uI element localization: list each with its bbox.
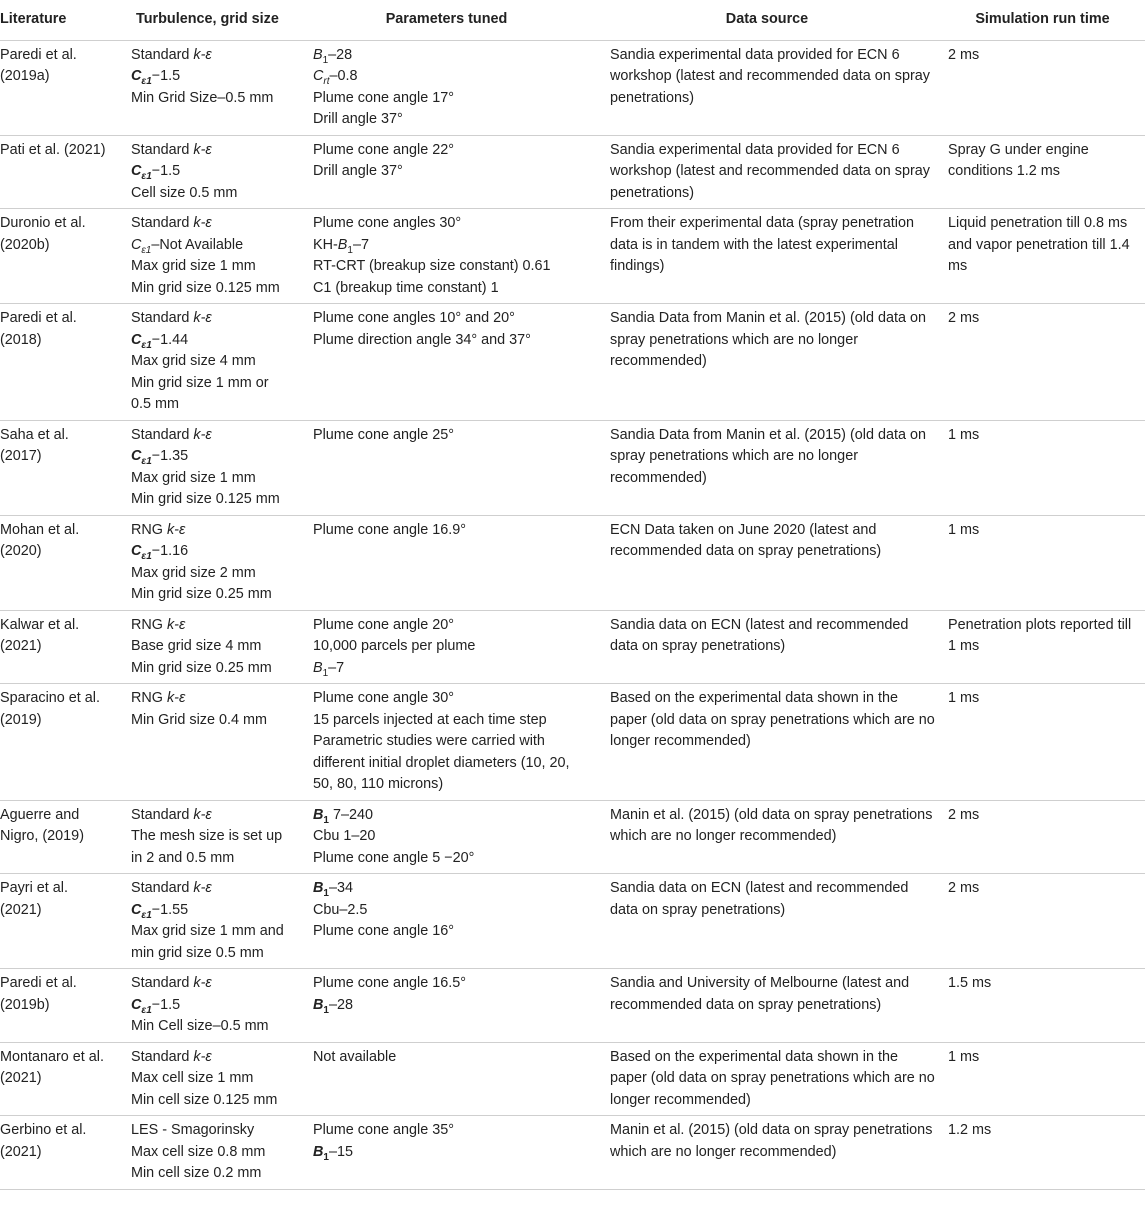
data-source-text: Sandia Data from Manin et al. (2015) (old data on spray penetrations which are no longer recommended)	[610, 310, 926, 369]
cell-line: LES - Smagorinsky	[131, 1122, 255, 1138]
data-source-cell	[594, 1042, 940, 1116]
header-literature: Literature	[0, 0, 115, 40]
data-source-text: Sandia data on ECN (latest and recommended data on spray penetrations)	[610, 880, 909, 918]
cell-line: Standard k-ε	[131, 1048, 212, 1065]
subscript: ε1	[141, 170, 152, 182]
data-source-text: ECN Data taken on June 2020 (latest and recommended data on spray penetrations)	[610, 521, 882, 559]
cell-value: −1.35	[151, 448, 189, 464]
run-time-text: 1 ms	[948, 1048, 980, 1065]
turbulence-cell	[115, 969, 299, 1043]
run-time-cell	[940, 209, 1145, 304]
cell-line: RNG k-ε	[131, 690, 186, 706]
run-time-cell	[940, 874, 1145, 969]
run-time-text: 1 ms	[948, 521, 980, 538]
turbulence-cell	[115, 1116, 299, 1190]
data-source-text: Manin et al. (2015) (old data on spray penetrations which are no longer recommended)	[610, 1122, 933, 1160]
cell-line: Standard k-ε	[131, 426, 212, 443]
subscript: ε1	[141, 455, 152, 467]
turbulence-cell	[115, 874, 299, 969]
cell-value: –34	[328, 880, 353, 896]
parameters-cell	[299, 969, 594, 1043]
cell-line: Plume cone angle 17°	[313, 89, 454, 106]
table-row	[0, 874, 1145, 969]
cell-line	[131, 330, 295, 352]
run-time-text: 2 ms	[948, 880, 980, 896]
run-time-cell	[940, 1116, 1145, 1190]
run-time-text: Penetration plots reported till 1 ms	[948, 616, 1132, 654]
cell-line: Plume cone angle 16.9°	[313, 521, 466, 538]
cell-line: Min cell size 0.2 mm	[131, 1165, 262, 1181]
subscript: ε1	[141, 75, 152, 87]
data-source-cell	[594, 304, 940, 421]
turbulence-cell	[115, 1042, 299, 1116]
cell-line	[313, 1142, 590, 1164]
c-epsilon-symbol: $C_{\varepsilon 1}$	[131, 163, 152, 182]
literature-cell	[0, 874, 115, 969]
data-source-cell	[594, 135, 940, 209]
cell-line: Min Grid size 0.4 mm	[131, 711, 267, 728]
table-body	[0, 40, 1145, 1189]
c-epsilon-symbol: $C_{\varepsilon 1}$	[131, 901, 152, 921]
cell-line: 50, 80, 110 microns)	[313, 776, 444, 792]
cell-line: Not available	[313, 1048, 397, 1065]
run-time-text: 1.2 ms	[948, 1122, 992, 1138]
cell-line: Plume cone angles 30°	[313, 215, 462, 231]
run-time-cell	[940, 684, 1145, 801]
cell-line: Plume cone angle 5 −20°	[313, 849, 475, 866]
cell-value: –0.8	[329, 68, 358, 84]
c-epsilon-symbol: $C_{\varepsilon 1}$	[131, 331, 152, 351]
cell-line: 15 parcels injected at each time step	[313, 711, 547, 728]
k-epsilon-symbol: k-ε	[193, 46, 212, 63]
c-epsilon-symbol: $C_{\varepsilon 1}$	[131, 68, 152, 87]
parameters-cell	[299, 1042, 594, 1116]
data-source-cell	[594, 610, 940, 684]
cell-line	[131, 900, 295, 922]
cell-line: Cell size 0.5 mm	[131, 184, 238, 201]
literature-cell	[0, 610, 115, 684]
table-row	[0, 209, 1145, 304]
c-epsilon-symbol: $C_{\varepsilon 1}$	[131, 543, 152, 562]
k-epsilon-symbol: k-ε	[193, 141, 212, 158]
k-epsilon-symbol: k-ε	[193, 806, 212, 823]
cell-line: Drill angle 37°	[313, 163, 403, 179]
run-time-text: 1.5 ms	[948, 975, 992, 991]
literature-line: (2021)	[0, 1143, 42, 1160]
cell-value: −1.5	[151, 163, 181, 179]
cell-line	[313, 995, 590, 1017]
literature-cell	[0, 40, 115, 135]
parameters-cell	[299, 135, 594, 209]
run-time-text: 2 ms	[948, 46, 980, 63]
literature-cell	[0, 135, 115, 209]
literature-line: Mohan et al.	[0, 521, 80, 538]
header-parameters: Parameters tuned	[299, 0, 594, 40]
cell-line: Max grid size 1 mm	[131, 469, 256, 486]
cell-value: −1.16	[151, 543, 189, 559]
subscript: 1	[323, 814, 329, 826]
run-time-cell	[940, 135, 1145, 209]
run-time-cell	[940, 610, 1145, 684]
cell-value: −1.44	[151, 331, 189, 348]
cell-line: Max grid size 1 mm	[131, 258, 256, 274]
literature-line: (2017)	[0, 448, 42, 464]
data-source-text: Sandia Data from Manin et al. (2015) (old data on spray penetrations which are no longer recommended)	[610, 426, 926, 486]
cell-line: in 2 and 0.5 mm	[131, 849, 235, 866]
data-source-cell	[594, 209, 940, 304]
cell-line: Cbu 1–20	[313, 828, 376, 844]
subscript: rt	[323, 75, 330, 87]
cell-line	[313, 878, 590, 900]
cell-value: 7–240	[328, 806, 373, 823]
cell-line: Min grid size 0.25 mm	[131, 659, 272, 676]
parameters-cell	[299, 209, 594, 304]
cell-line: The mesh size is set up	[131, 828, 283, 844]
literature-cell	[0, 684, 115, 801]
data-source-cell	[594, 684, 940, 801]
cell-line: Plume cone angle 25°	[313, 426, 454, 443]
literature-cell	[0, 1116, 115, 1190]
run-time-cell	[940, 515, 1145, 610]
run-time-text: 2 ms	[948, 806, 980, 823]
cell-line	[313, 66, 590, 88]
b1-symbol: $B_1$	[313, 659, 329, 679]
k-epsilon-symbol: k-ε	[166, 616, 186, 633]
cell-line: Drill angle 37°	[313, 111, 403, 127]
header-run-time: Simulation run time	[940, 0, 1145, 40]
literature-line: (2021)	[0, 638, 42, 654]
subscript: ε1	[141, 339, 152, 351]
cell-line: 0.5 mm	[131, 396, 179, 412]
literature-line: Aguerre and	[0, 806, 80, 823]
cell-line: RT-CRT (breakup size constant) 0.61	[313, 258, 551, 274]
cell-line	[131, 66, 295, 88]
b1-symbol: $B_1$	[313, 46, 329, 66]
cell-value: –7	[352, 236, 369, 253]
data-source-text: Based on the experimental data shown in the paper (old data on spray penetrations which are no longer recommended)	[610, 690, 935, 749]
run-time-text: 1 ms	[948, 690, 980, 706]
table-row	[0, 684, 1145, 801]
cell-line: Plume cone angle 16.5°	[313, 975, 466, 991]
literature-line: Saha et al.	[0, 426, 69, 443]
table-row	[0, 969, 1145, 1043]
literature-line: Paredi et al.	[0, 46, 77, 63]
cell-line: Max grid size 2 mm	[131, 564, 256, 581]
table-row	[0, 420, 1145, 515]
cell-line: min grid size 0.5 mm	[131, 944, 264, 961]
literature-cell	[0, 209, 115, 304]
header-turbulence: Turbulence, grid size	[115, 0, 299, 40]
turbulence-cell	[115, 515, 299, 610]
parameters-cell	[299, 800, 594, 874]
table-row	[0, 1042, 1145, 1116]
cell-line: C1 (breakup time constant) 1	[313, 279, 499, 296]
cell-line: Standard k-ε	[131, 880, 212, 896]
cell-line	[313, 45, 590, 67]
cell-value: –15	[328, 1143, 353, 1160]
data-source-cell	[594, 515, 940, 610]
cell-line: RNG k-ε	[131, 616, 186, 633]
b1-symbol: $B_1$	[313, 996, 329, 1016]
literature-line: Sparacino et al.	[0, 690, 100, 706]
cell-line: $KH-B_1-7$	[313, 236, 369, 256]
turbulence-cell	[115, 40, 299, 135]
k-epsilon-symbol: k-ε	[193, 880, 212, 896]
literature-line: (2019b)	[0, 996, 50, 1013]
header-data-source: Data source	[594, 0, 940, 40]
turbulence-cell	[115, 684, 299, 801]
turbulence-cell	[115, 209, 299, 304]
cell-line	[131, 235, 295, 257]
cell-line: different initial droplet diameters (10, 20,	[313, 754, 570, 771]
cell-line	[313, 658, 590, 680]
subscript: 1	[323, 1151, 329, 1163]
literature-line: Paredi et al.	[0, 310, 77, 326]
table-row	[0, 610, 1145, 684]
subscript: 1	[323, 1004, 329, 1016]
subscript: 1	[322, 667, 329, 679]
cell-value: −1.55	[151, 901, 189, 918]
k-epsilon-symbol: k-ε	[193, 1048, 212, 1065]
data-source-text: From their experimental data (spray penetration data is in tandem with the latest experimental findings)	[610, 215, 914, 274]
b1-symbol: $B_1$	[313, 880, 329, 899]
run-time-cell	[940, 1042, 1145, 1116]
cell-line: Min grid size 0.125 mm	[131, 279, 280, 296]
cell-line: Min cell size 0.125 mm	[131, 1091, 278, 1108]
literature-line: Nigro, (2019)	[0, 828, 84, 844]
cell-line: Base grid size 4 mm	[131, 638, 262, 654]
k-epsilon-symbol: k-ε	[193, 426, 212, 443]
literature-line: Montanaro et al.	[0, 1048, 104, 1065]
data-source-text: Sandia and University of Melbourne (latest and recommended data on spray penetrations)	[610, 975, 910, 1013]
subscript: 1	[323, 887, 329, 899]
subscript: ε1	[141, 909, 152, 921]
cell-line: 10,000 parcels per plume	[313, 638, 476, 654]
data-source-cell	[594, 969, 940, 1043]
cell-line: Plume cone angle 20°	[313, 616, 454, 633]
literature-line: (2021)	[0, 901, 42, 918]
cell-line	[131, 161, 295, 183]
run-time-cell	[940, 304, 1145, 421]
b1-symbol: $B_1$	[337, 236, 353, 256]
turbulence-cell	[115, 304, 299, 421]
c-epsilon-symbol: $C_{\varepsilon 1}$	[131, 236, 152, 256]
turbulence-cell	[115, 420, 299, 515]
run-time-text: Liquid penetration till 0.8 ms and vapor penetration till 1.4 ms	[948, 215, 1130, 274]
crt-symbol: $C_{rt}$	[313, 68, 330, 87]
parameters-cell	[299, 874, 594, 969]
cell-line: Standard k-ε	[131, 46, 212, 63]
parameters-cell	[299, 420, 594, 515]
cell-line: Standard k-ε	[131, 141, 212, 158]
turbulence-cell	[115, 800, 299, 874]
run-time-cell	[940, 969, 1145, 1043]
cell-line: Standard k-ε	[131, 215, 212, 231]
table-header-row	[0, 0, 1145, 40]
parameters-cell	[299, 304, 594, 421]
cell-line: Min grid size 0.125 mm	[131, 491, 280, 507]
parameters-cell	[299, 610, 594, 684]
literature-line: Payri et al.	[0, 880, 68, 896]
literature-cell	[0, 304, 115, 421]
literature-line: (2020b)	[0, 236, 50, 253]
c-epsilon-symbol: $C_{\varepsilon 1}$	[131, 448, 152, 467]
cell-value: –7	[328, 659, 345, 676]
parameters-cell	[299, 1116, 594, 1190]
data-source-cell	[594, 874, 940, 969]
turbulence-cell	[115, 135, 299, 209]
data-source-text: Based on the experimental data shown in the paper (old data on spray penetrations which are no longer recommended)	[610, 1048, 935, 1108]
subscript: ε1	[141, 1004, 152, 1016]
data-source-text: Sandia experimental data provided for ECN 6 workshop (latest and recommended data on spray penetrations)	[610, 46, 930, 106]
cell-value: –Not Available	[151, 236, 244, 253]
table-row	[0, 135, 1145, 209]
cell-line: Max cell size 1 mm	[131, 1070, 254, 1086]
data-source-text: Sandia data on ECN (latest and recommended data on spray penetrations)	[610, 616, 909, 654]
cell-line: Plume cone angle 22°	[313, 141, 454, 158]
data-source-cell	[594, 1116, 940, 1190]
k-epsilon-symbol: k-ε	[166, 521, 186, 538]
turbulence-cell	[115, 610, 299, 684]
literature-cell	[0, 515, 115, 610]
b1-symbol: $B_1$	[313, 1143, 329, 1163]
cell-value: –28	[328, 46, 353, 63]
cell-line: Plume cone angles 10° and 20°	[313, 310, 515, 326]
cell-line: Min Cell size–0.5 mm	[131, 1018, 269, 1034]
table-row	[0, 1116, 1145, 1190]
run-time-cell	[940, 40, 1145, 135]
cell-line	[313, 805, 590, 827]
k-epsilon-symbol: k-ε	[193, 215, 212, 231]
cell-line: Min grid size 0.25 mm	[131, 586, 272, 602]
data-source-cell	[594, 420, 940, 515]
data-source-text: Sandia experimental data provided for ECN 6 workshop (latest and recommended data on spray penetrations)	[610, 141, 930, 201]
cell-line: Max grid size 1 mm and	[131, 923, 284, 939]
cell-line: Max grid size 4 mm	[131, 353, 256, 369]
literature-line: (2021)	[0, 1070, 42, 1086]
cell-line: Min grid size 1 mm or	[131, 374, 269, 391]
literature-cell	[0, 969, 115, 1043]
data-source-cell	[594, 800, 940, 874]
cell-line: Parametric studies were carried with	[313, 733, 545, 749]
cell-line: Cbu–2.5	[313, 901, 368, 918]
table-row	[0, 800, 1145, 874]
literature-line: Paredi et al.	[0, 975, 77, 991]
subscript: 1	[322, 54, 329, 66]
cell-line: Max cell size 0.8 mm	[131, 1143, 266, 1160]
cell-line: Plume direction angle 34° and 37°	[313, 331, 531, 348]
literature-line: Kalwar et al.	[0, 616, 80, 633]
subscript: ε1	[141, 550, 152, 562]
literature-line: Duronio et al.	[0, 215, 86, 231]
cell-line: Standard k-ε	[131, 806, 212, 823]
cell-line: Plume cone angle 16°	[313, 923, 454, 939]
run-time-text: 2 ms	[948, 310, 980, 326]
data-source-text: Manin et al. (2015) (old data on spray penetrations which are no longer recommended)	[610, 806, 933, 844]
cell-line	[131, 995, 295, 1017]
literature-line: (2019a)	[0, 68, 50, 84]
run-time-text: 1 ms	[948, 426, 980, 443]
run-time-text: Spray G under engine conditions 1.2 ms	[948, 141, 1089, 179]
cell-line: Standard k-ε	[131, 975, 212, 991]
k-epsilon-symbol: k-ε	[166, 690, 186, 706]
literature-cell	[0, 1042, 115, 1116]
k-epsilon-symbol: k-ε	[193, 975, 212, 991]
parameters-cell	[299, 684, 594, 801]
run-time-cell	[940, 420, 1145, 515]
c-epsilon-symbol: $C_{\varepsilon 1}$	[131, 996, 152, 1016]
literature-cell	[0, 800, 115, 874]
literature-line: (2019)	[0, 711, 42, 728]
cell-line: Plume cone angle 30°	[313, 690, 454, 706]
cell-line: Min Grid Size–0.5 mm	[131, 89, 274, 106]
cell-line	[131, 446, 295, 468]
table-row	[0, 515, 1145, 610]
cell-value: −1.5	[151, 996, 181, 1013]
table-row	[0, 40, 1145, 135]
table-row	[0, 304, 1145, 421]
cell-line: RNG k-ε	[131, 521, 186, 538]
cell-line	[131, 541, 295, 563]
subscript: 1	[347, 244, 353, 256]
parameters-cell	[299, 40, 594, 135]
literature-line: (2018)	[0, 331, 42, 348]
cell-value: –28	[328, 996, 353, 1013]
parameters-cell	[299, 515, 594, 610]
k-epsilon-symbol: k-ε	[193, 310, 212, 326]
literature-line: Pati et al. (2021)	[0, 141, 106, 158]
literature-line: Gerbino et al.	[0, 1122, 87, 1138]
cell-value: −1.5	[151, 68, 181, 84]
data-source-cell	[594, 40, 940, 135]
literature-cell	[0, 420, 115, 515]
cell-line: Standard k-ε	[131, 310, 212, 326]
b1-symbol: $B_1$	[313, 806, 329, 826]
literature-line: (2020)	[0, 543, 42, 559]
subscript: ε1	[141, 244, 152, 256]
run-time-cell	[940, 800, 1145, 874]
cell-line: Plume cone angle 35°	[313, 1122, 454, 1138]
